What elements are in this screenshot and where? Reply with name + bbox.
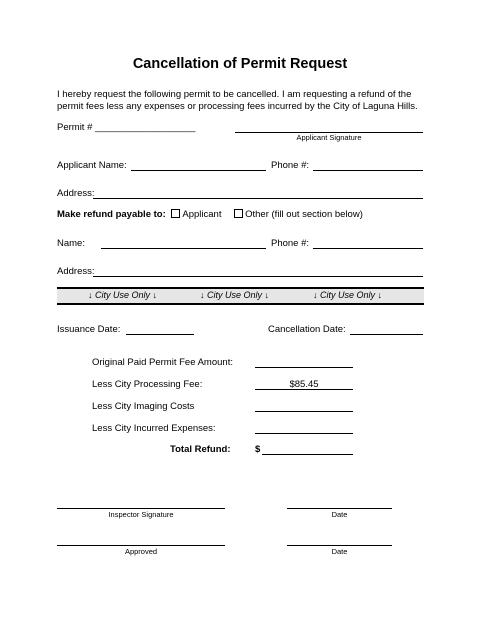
phone-label: Phone #: xyxy=(271,160,310,171)
address-label: Address: xyxy=(57,188,95,199)
address-field[interactable] xyxy=(93,198,423,199)
total-refund-prefix: $ xyxy=(255,444,261,455)
inspector-date-line[interactable] xyxy=(287,508,392,509)
other-checkbox[interactable] xyxy=(234,209,243,218)
city-use-only-label: ↓ City Use Only ↓ xyxy=(88,290,158,300)
cancellation-date-field[interactable] xyxy=(350,334,423,335)
incurred-expenses-label: Less City Incurred Expenses: xyxy=(92,423,216,434)
intro-text: I hereby request the following permit to be cancelled. I am requesting a refund of the permit fees less any expenses or processing fees incurred by the City of Laguna Hills. xyxy=(57,89,418,112)
phone-field[interactable] xyxy=(313,170,423,171)
processing-fee-label: Less City Processing Fee: xyxy=(92,379,203,390)
permit-number-label: Permit # ___________________ xyxy=(57,122,196,133)
city-use-only-label: ↓ City Use Only ↓ xyxy=(200,290,270,300)
issuance-date-field[interactable] xyxy=(126,334,194,335)
original-fee-label: Original Paid Permit Fee Amount: xyxy=(92,357,233,368)
city-use-only-label: ↓ City Use Only ↓ xyxy=(313,290,383,300)
other-option[interactable] xyxy=(234,209,363,220)
refund-payable-row xyxy=(57,209,363,220)
name-field[interactable] xyxy=(101,248,266,249)
applicant-name-label: Applicant Name: xyxy=(57,160,127,171)
form-title: Cancellation of Permit Request xyxy=(132,56,348,72)
refund-label: Make refund payable to: xyxy=(57,209,166,220)
applicant-option-label: Applicant xyxy=(182,209,222,220)
address-field-2[interactable] xyxy=(93,276,423,277)
city-use-only-band xyxy=(57,287,424,305)
inspector-signature-line[interactable] xyxy=(57,508,225,509)
applicant-checkbox[interactable] xyxy=(171,209,180,218)
approved-caption: Approved xyxy=(124,547,158,556)
phone-field-2[interactable] xyxy=(313,248,423,249)
imaging-costs-label: Less City Imaging Costs xyxy=(92,401,195,412)
cancellation-date-label: Cancellation Date: xyxy=(268,324,346,335)
incurred-expenses-field[interactable] xyxy=(255,433,353,434)
imaging-costs-field[interactable] xyxy=(255,411,353,412)
applicant-signature-caption: Applicant Signature xyxy=(296,133,362,142)
original-fee-field[interactable] xyxy=(255,367,353,368)
approved-date-line[interactable] xyxy=(287,545,392,546)
approved-date-caption: Date xyxy=(331,547,348,556)
phone-label-2: Phone #: xyxy=(271,238,310,249)
address-label-2: Address: xyxy=(57,266,95,277)
approved-signature-line[interactable] xyxy=(57,545,225,546)
total-refund-field[interactable] xyxy=(262,454,353,455)
processing-fee-value: $85.45 xyxy=(289,379,319,390)
applicant-option[interactable] xyxy=(171,209,221,220)
name-label: Name: xyxy=(57,238,85,249)
applicant-name-field[interactable] xyxy=(131,170,266,171)
total-refund-label: Total Refund: xyxy=(170,444,231,455)
inspector-date-caption: Date xyxy=(331,510,348,519)
inspector-signature-caption: Inspector Signature xyxy=(108,510,174,519)
other-option-label: Other (fill out section below) xyxy=(245,209,363,220)
issuance-date-label: Issuance Date: xyxy=(57,324,121,335)
